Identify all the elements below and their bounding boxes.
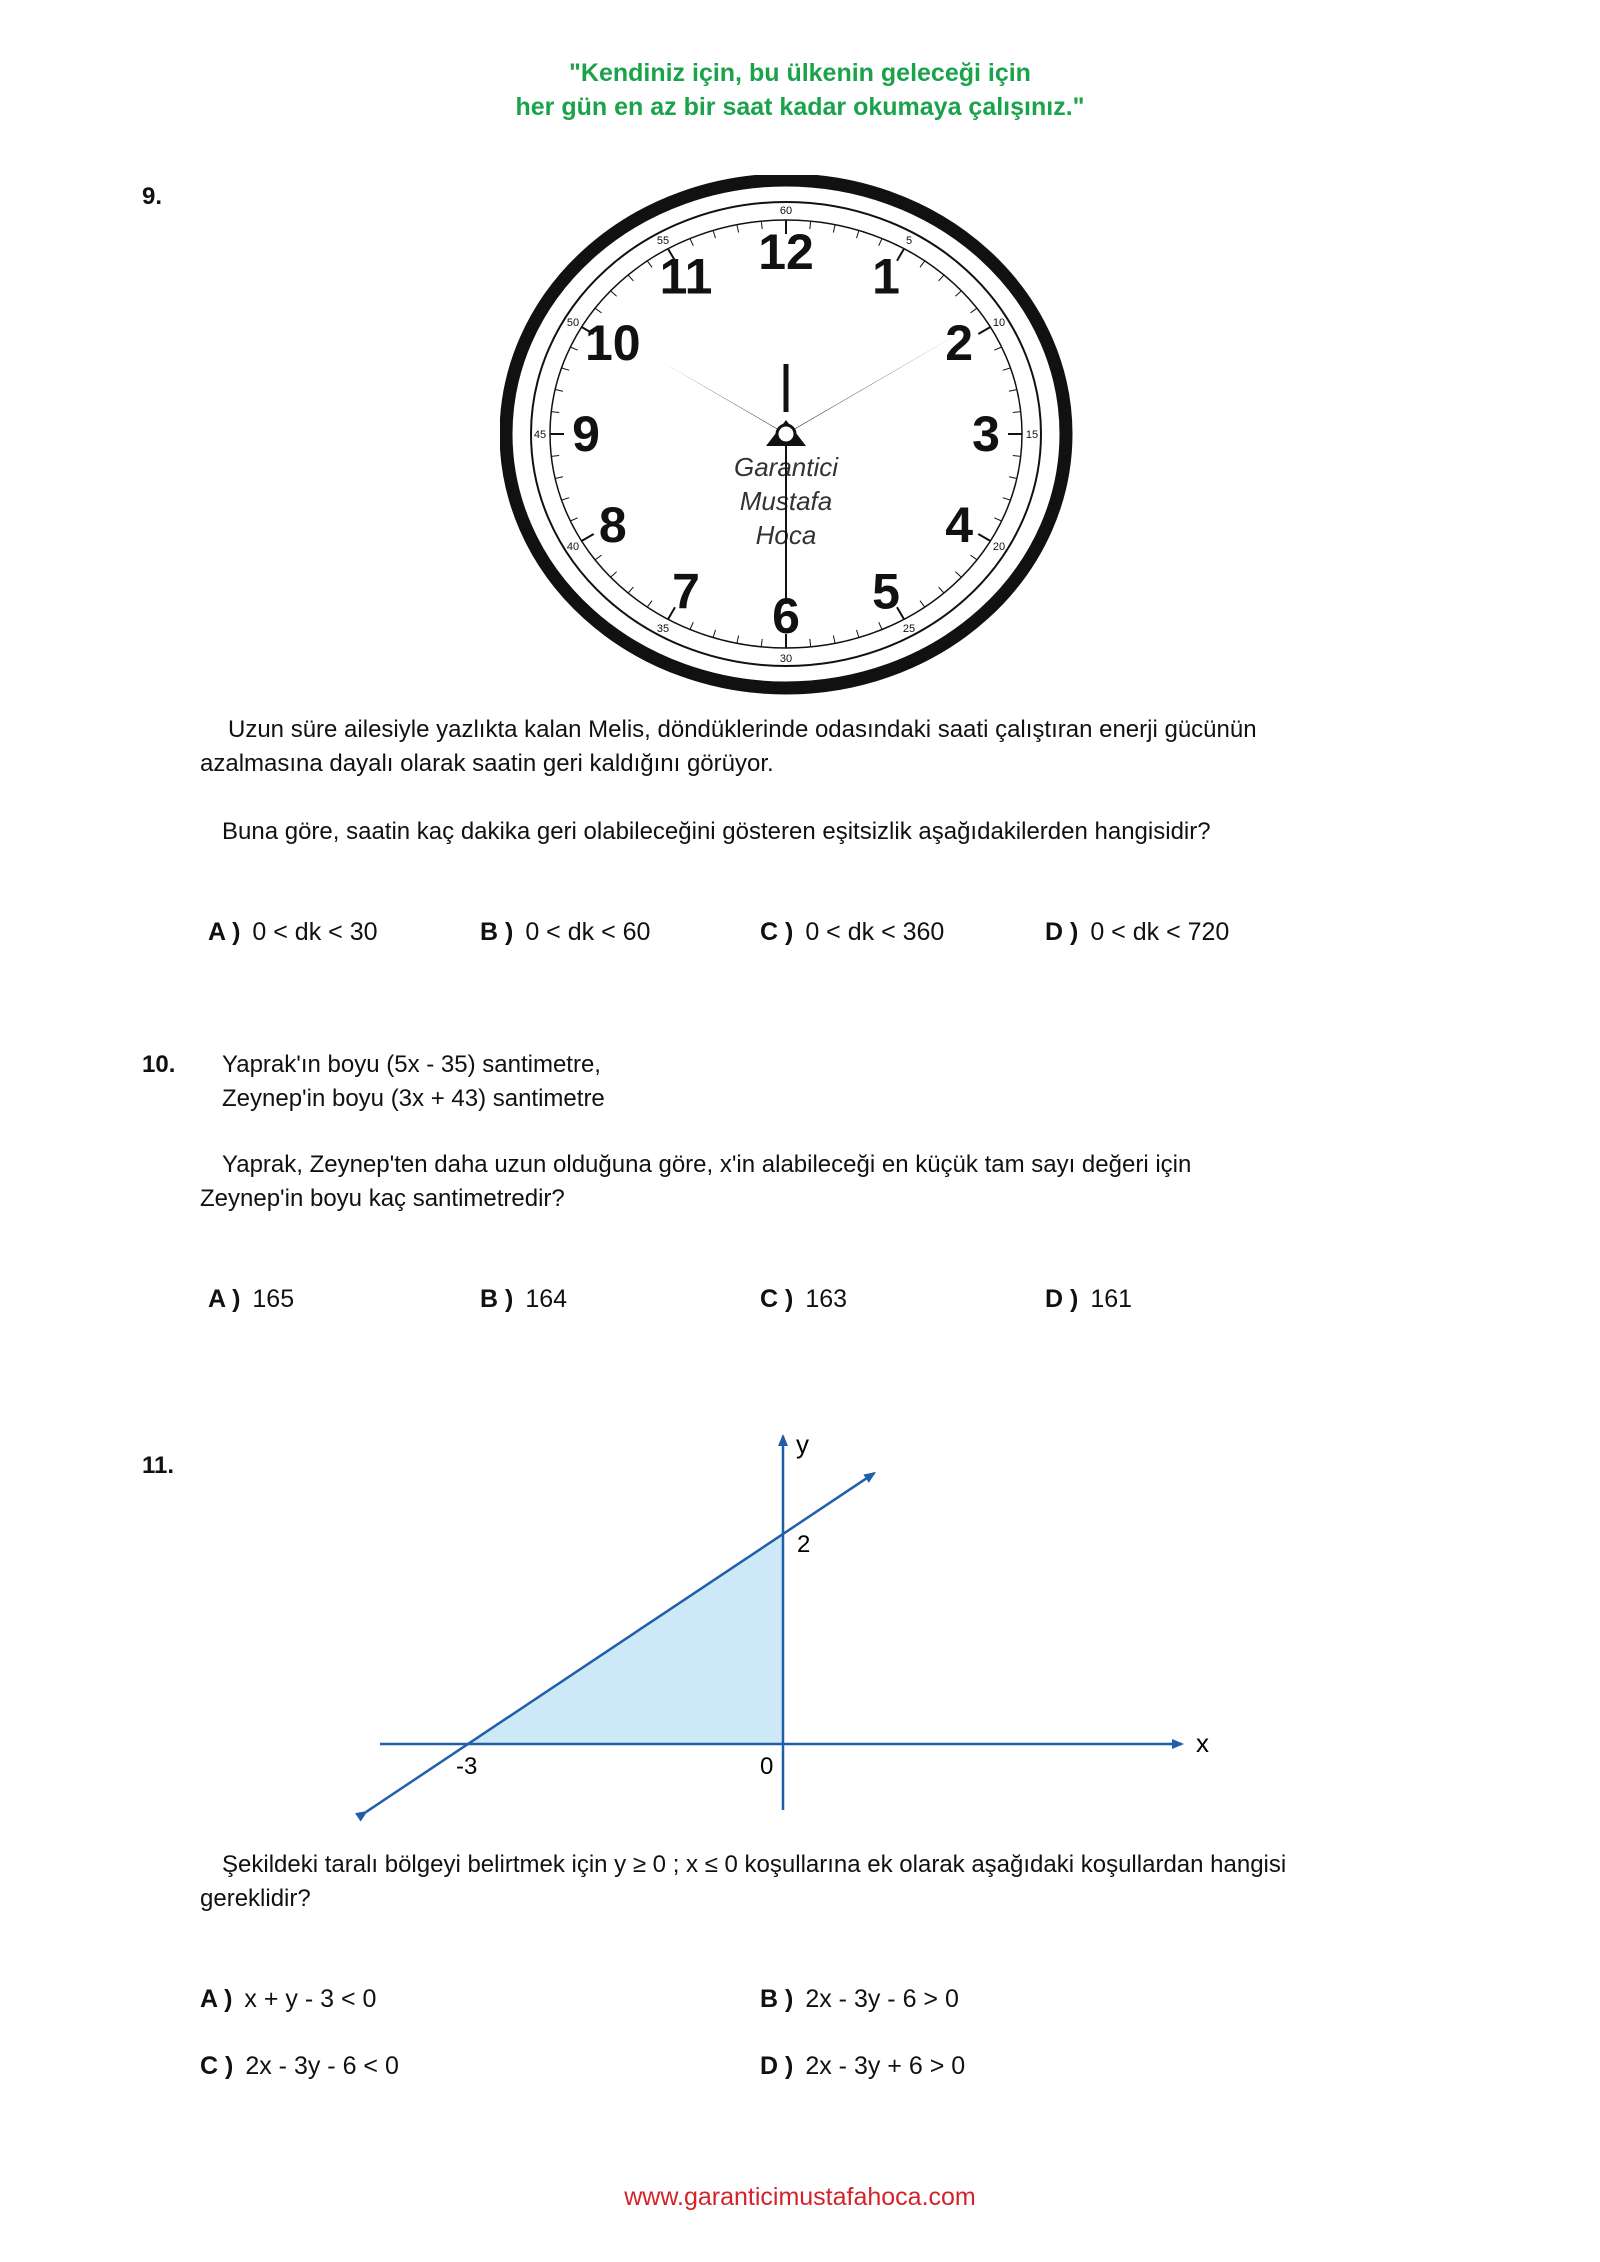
clock-minute-label: 10: [992, 317, 1006, 329]
watermark-line1: Garantici: [733, 452, 839, 482]
q9-option-a[interactable]: A ) 0 < dk < 30: [208, 918, 378, 946]
watermark-line2: Mustafa: [739, 486, 833, 516]
footer-url[interactable]: www.garanticimustafahoca.com: [624, 2183, 976, 2211]
clock-hour-number: 9: [572, 406, 600, 462]
x-axis-label: x: [1196, 1728, 1209, 1758]
q11-text-line2: gereklidir?: [200, 1885, 311, 1912]
q10-option-a[interactable]: A ) 165: [208, 1285, 295, 1313]
clock-hour-number: 8: [598, 497, 627, 553]
q11-option-b[interactable]: B ) 2x - 3y - 6 > 0: [760, 1985, 959, 2013]
clock-hour-number: 12: [758, 224, 814, 280]
clock-minute-label: 30: [779, 653, 793, 665]
clock-hour-number: 3: [972, 406, 1000, 462]
q10-option-d[interactable]: D ) 161: [1045, 1285, 1133, 1313]
question-9-number: 9.: [142, 183, 163, 210]
clock-minute-label: 5: [905, 235, 913, 247]
question-10-number: 10.: [142, 1051, 176, 1078]
q10-text-line2: Zeynep'in boyu kaç santimetredir?: [200, 1185, 565, 1212]
header-quote-line1: "Kendiniz için, bu ülkenin geleceği için: [569, 59, 1031, 87]
clock-hour-number: 2: [945, 315, 974, 371]
q10-line1: Yaprak'ın boyu (5x - 35) santimetre,: [222, 1051, 601, 1078]
q11-option-c[interactable]: C ) 2x - 3y - 6 < 0: [200, 2052, 399, 2080]
watermark-line3: Hoca: [755, 520, 817, 550]
boundary-line: [366, 1473, 874, 1812]
clock-hour-number: 11: [659, 248, 713, 305]
clock-hour-number: 1: [872, 248, 900, 305]
clock-hour-number: 7: [672, 563, 700, 620]
y-axis-label: y: [796, 1429, 809, 1459]
q9-text-line1: Uzun süre ailesiyle yazlıkta kalan Melis, döndüklerinde odasındaki saati çalıştıran enerji gücünün: [228, 716, 1257, 743]
clock-minute-label: 15: [1025, 429, 1039, 441]
q10-option-c[interactable]: C ) 163: [760, 1285, 848, 1313]
clock-hour-number: 10: [584, 315, 641, 371]
q10-text-line1: Yaprak, Zeynep'ten daha uzun olduğuna göre, x'in alabileceği en küçük tam sayı değeri için: [222, 1151, 1192, 1178]
clock-minute-label: 60: [779, 205, 793, 217]
origin-label: 0: [760, 1753, 774, 1780]
clock-minute-label: 40: [566, 541, 580, 553]
clock-minute-label: 20: [992, 541, 1006, 553]
clock-minute-label: 25: [902, 623, 916, 635]
clock-minute-label: 55: [656, 235, 670, 247]
clock-hour-number: 6: [772, 588, 800, 644]
q10-option-b[interactable]: B ) 164: [480, 1285, 568, 1313]
y-intercept-label: 2: [797, 1531, 811, 1558]
q11-text-line1: Şekildeki taralı bölgeyi belirtmek için y ≥ 0 ; x ≤ 0 koşullarına ek olarak aşağıdaki koşullardan hangisi: [222, 1851, 1287, 1878]
clock-minute-label: 45: [533, 429, 547, 441]
q10-line2: Zeynep'in boyu (3x + 43) santimetre: [222, 1085, 605, 1112]
clock-hour-number: 5: [872, 563, 900, 620]
clock-minute-label: 50: [566, 317, 580, 329]
question-11-number: 11.: [142, 1452, 175, 1479]
clock-hour-number: 4: [945, 497, 974, 553]
q9-option-b[interactable]: B ) 0 < dk < 60: [480, 918, 651, 946]
clock-minute-label: 35: [656, 623, 670, 635]
x-intercept-label: -3: [456, 1753, 478, 1780]
q9-option-d[interactable]: D ) 0 < dk < 720: [1045, 918, 1230, 946]
header-quote-line2: her gün en az bir saat kadar okumaya çalışınız.": [515, 93, 1085, 121]
q9-text-line2: azalmasına dayalı olarak saatin geri kaldığını görüyor.: [200, 750, 774, 777]
q11-option-d[interactable]: D ) 2x - 3y + 6 > 0: [760, 2052, 966, 2080]
q9-question: Buna göre, saatin kaç dakika geri olabileceğini gösteren eşitsizlik aşağıdakilerden hangisidir?: [222, 818, 1211, 845]
q9-option-c[interactable]: C ) 0 < dk < 360: [760, 918, 945, 946]
q11-option-a[interactable]: A ) x + y - 3 < 0: [200, 1985, 377, 2013]
